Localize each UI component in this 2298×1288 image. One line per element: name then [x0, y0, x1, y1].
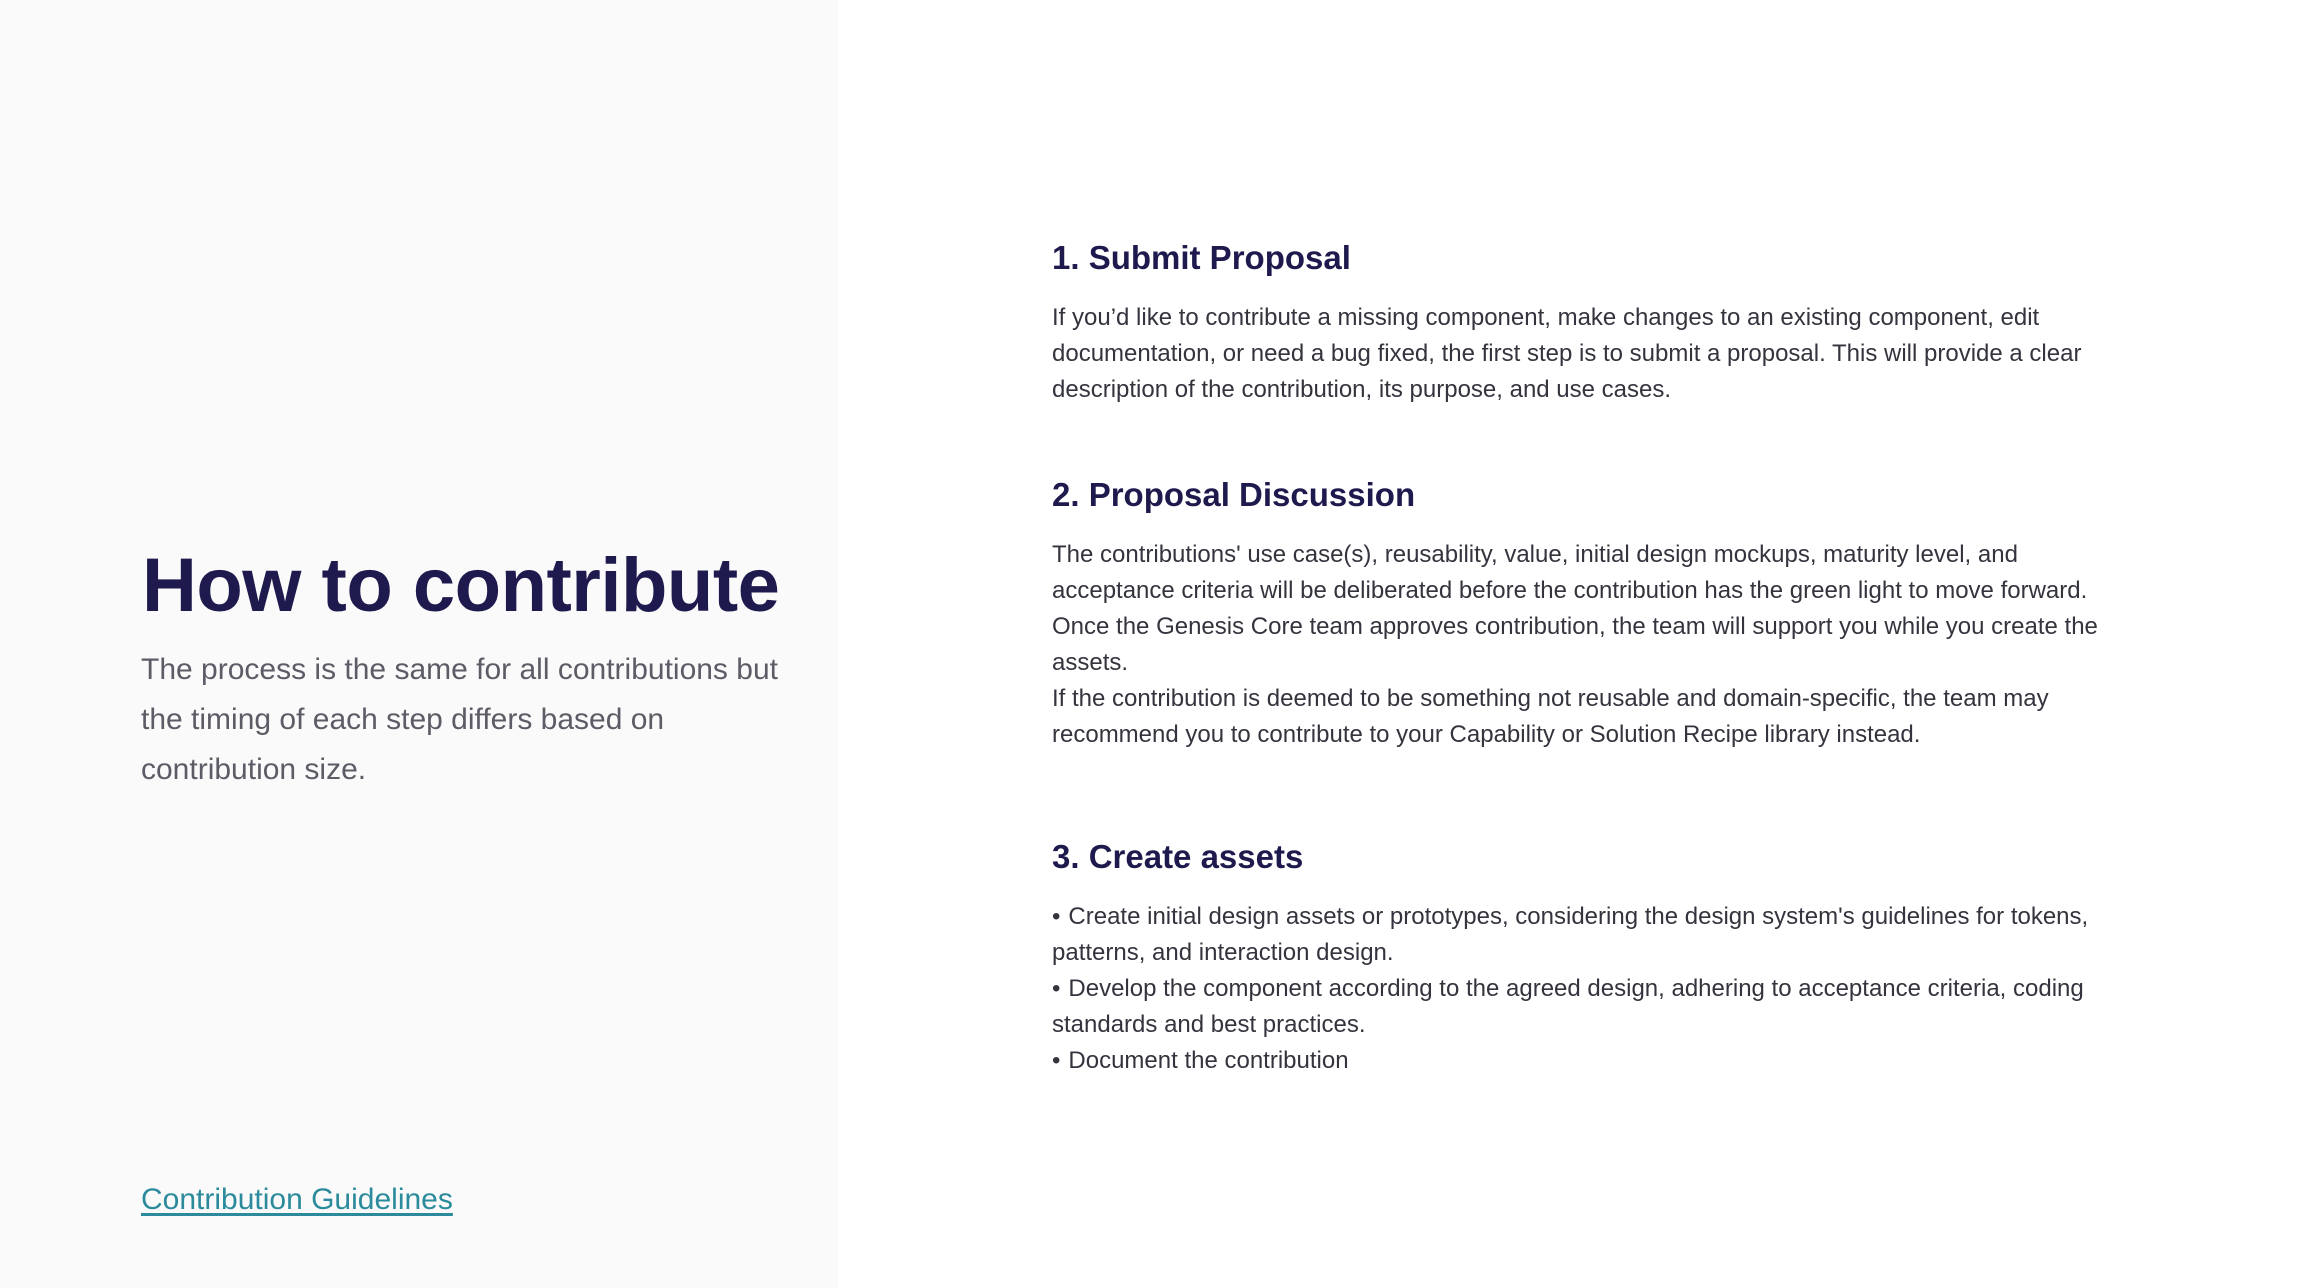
- step-paragraph: If the contribution is deemed to be something not reusable and domain-specific, the team may recommend you to contribute to your Capability or Solution Recipe library instead.: [1052, 685, 2049, 748]
- list-item: [1052, 971, 2122, 1043]
- list-item-text: Develop the component according to the agreed design, adhering to acceptance criteria, coding standards and best practices.: [1052, 975, 2084, 1038]
- asset-task-list: [1052, 899, 2122, 1079]
- step-description: [1052, 899, 2122, 1079]
- contribution-guidelines-link[interactable]: Contribution Guidelines: [141, 1183, 453, 1216]
- step-title: 3. Create assets: [1052, 838, 1304, 875]
- list-item: [1052, 899, 2122, 971]
- bullet-icon: •: [1052, 975, 1061, 1002]
- step-description: [1052, 537, 2122, 753]
- step-paragraph: The contributions' use case(s), reusability, value, initial design mockups, maturity level, and acceptance criteria will be deliberated before the contribution has the green light to move forward. Once the Genesis Core team approves contribution, the team will support you while you create the assets.: [1052, 541, 2098, 676]
- step-paragraph: If you’d like to contribute a missing component, make changes to an existing component, edit documentation, or need a bug fixed, the first step is to submit a proposal. This will provide a clear description of the contribution, its purpose, and use cases.: [1052, 304, 2082, 403]
- step-title: 1. Submit Proposal: [1052, 239, 1351, 276]
- bullet-icon: •: [1052, 1047, 1061, 1074]
- step-proposal-discussion: [1052, 473, 2122, 753]
- bullet-icon: •: [1052, 903, 1061, 930]
- list-item: [1052, 1043, 2122, 1079]
- page-title: How to contribute: [142, 543, 780, 628]
- page-subtitle: The process is the same for all contributions but the timing of each step differs based on contribution size.: [141, 653, 778, 786]
- list-item-text: Create initial design assets or prototypes, considering the design system's guidelines for tokens, patterns, and interaction design.: [1052, 903, 2089, 966]
- intro-panel: [0, 0, 838, 1288]
- step-title: 2. Proposal Discussion: [1052, 476, 1416, 513]
- step-submit-proposal: [1052, 236, 2122, 408]
- list-item-text: Document the contribution: [1068, 1047, 1349, 1074]
- step-create-assets: [1052, 835, 2122, 1079]
- step-description: [1052, 300, 2122, 408]
